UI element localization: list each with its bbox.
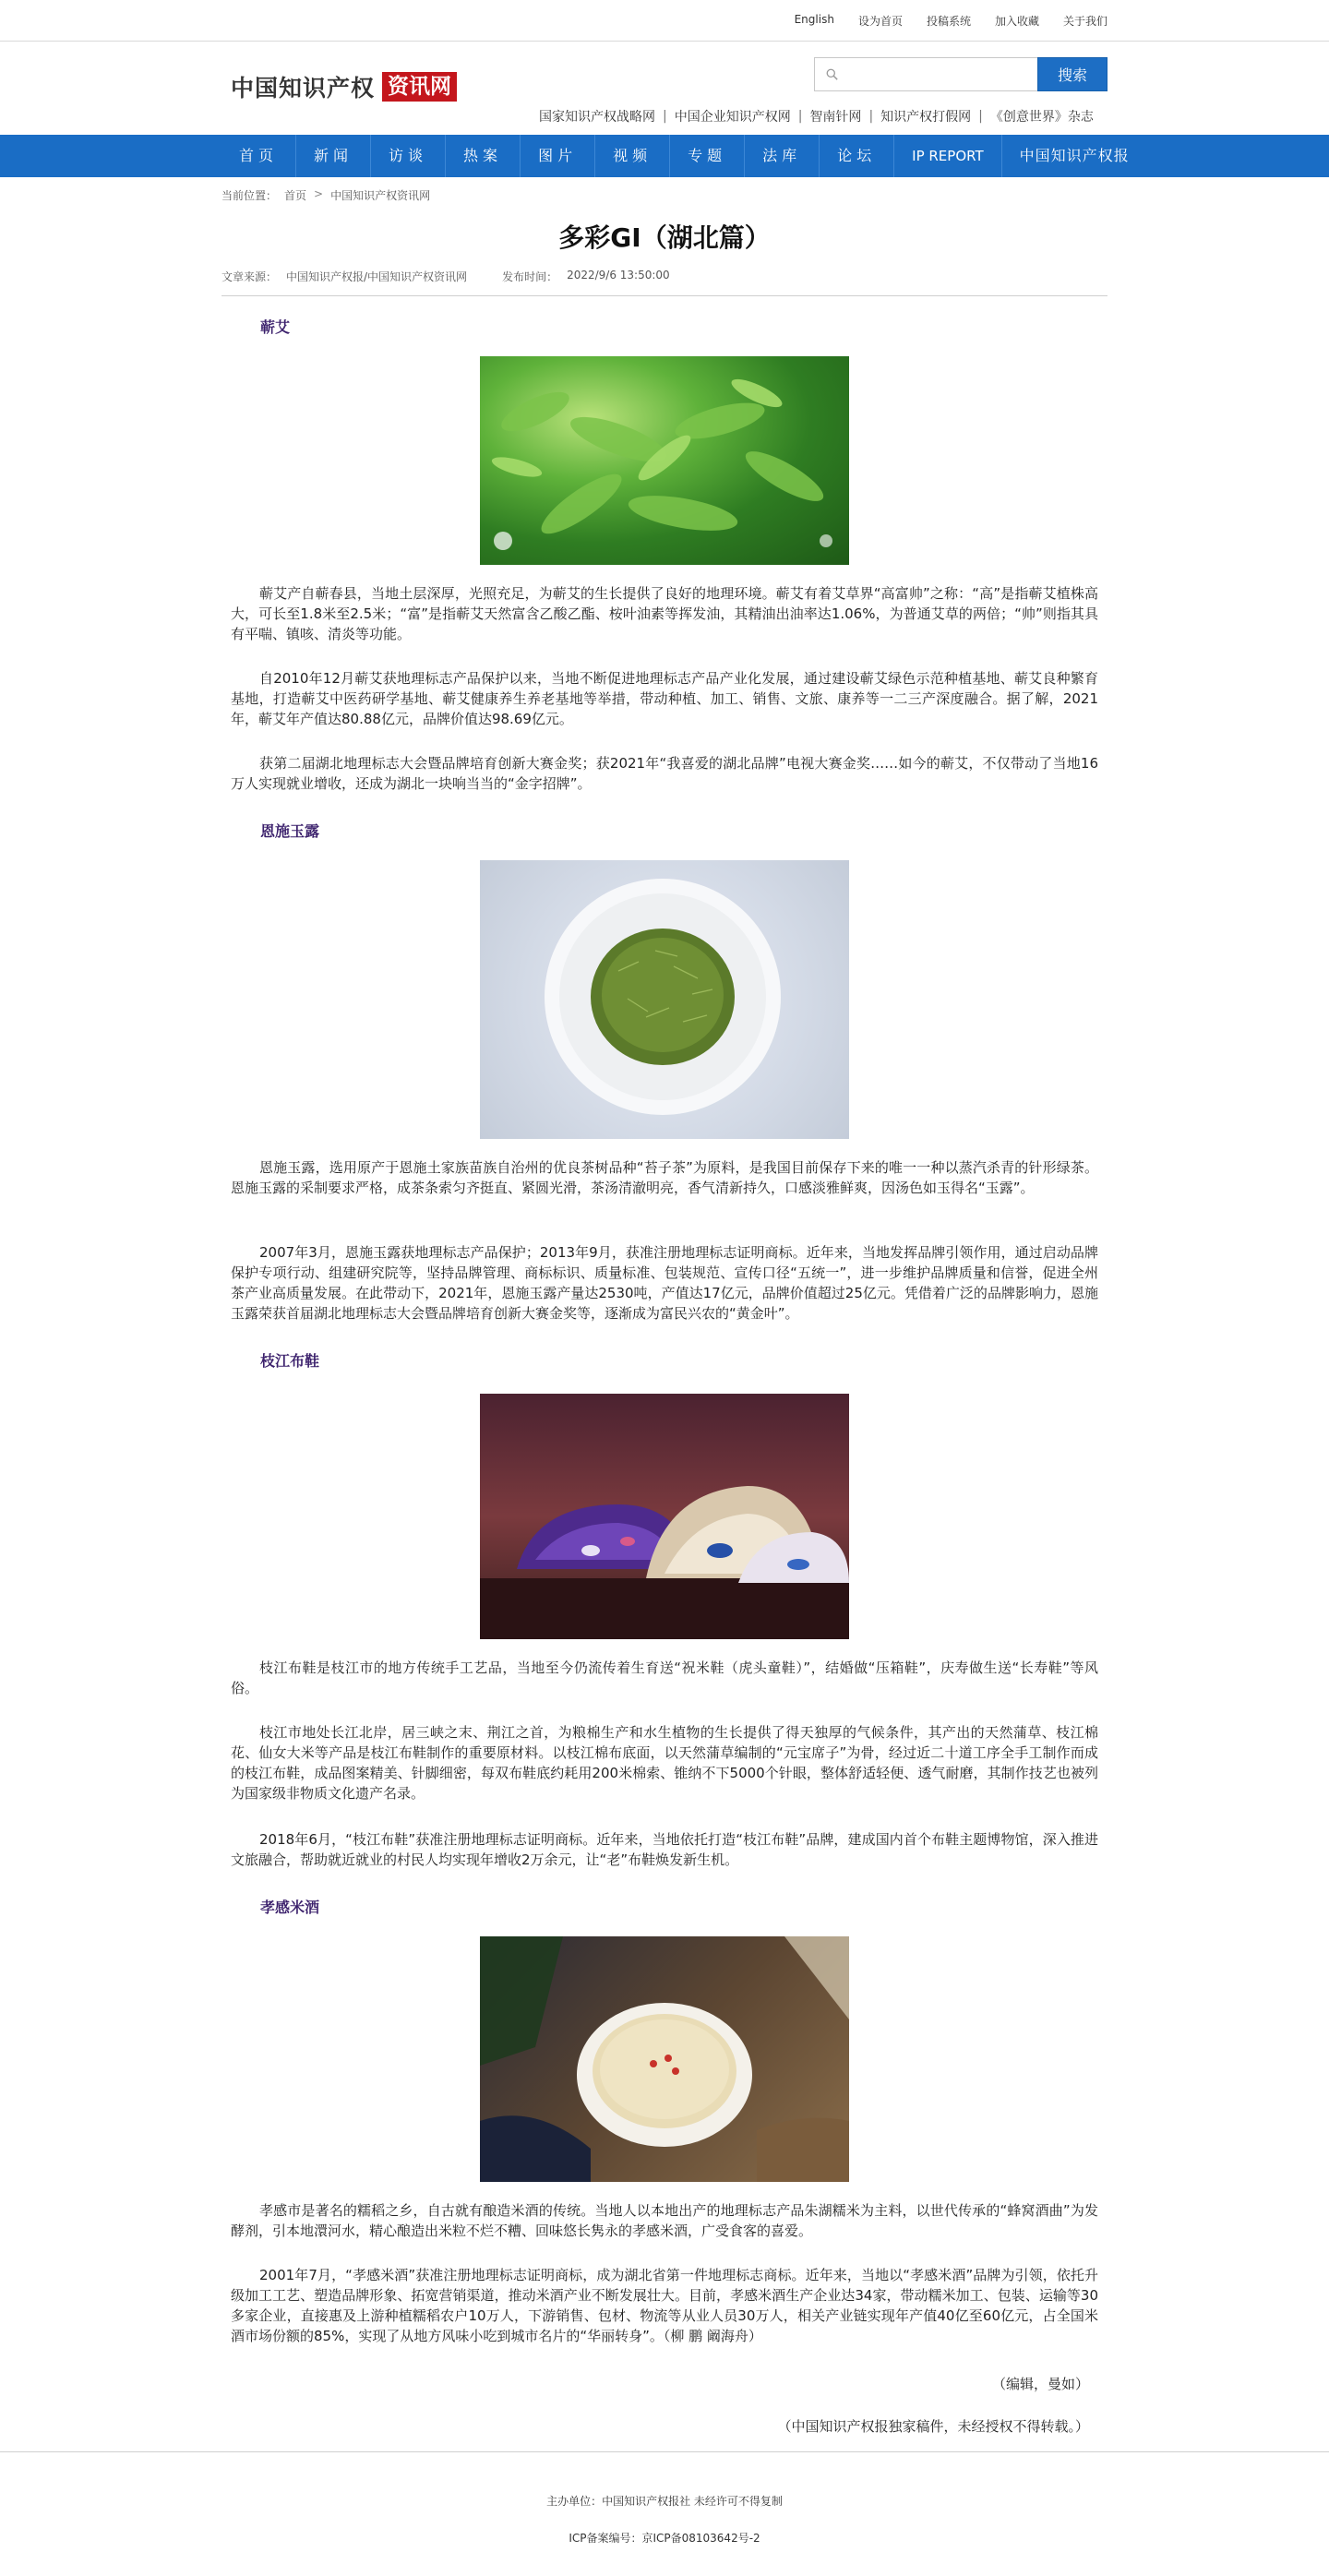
editor-note: （编辑，曼如） <box>991 2376 1089 2392</box>
logo-badge: 资讯网 <box>382 72 457 102</box>
paragraph: 蕲艾产自蕲春县，当地土层深厚，光照充足，为蕲艾的生长提供了良好的地理环境。蕲艾有着艾草界“高富帅”之称：“高”是指蕲艾植株高大，可长至1.8米至2.5米；“富”是指蕲艾天然富含乙酸乙酯、桉叶油素等挥发油，其精油出油率达1.06%，为普通艾草的两倍；“帅”则指其具有平喘、镇咳、清炎等功能。 <box>231 585 1098 642</box>
section-heading: 蕲艾 <box>260 318 291 336</box>
english-link[interactable]: English <box>794 13 834 26</box>
nav-item-ip-report[interactable]: IP REPORT <box>894 135 1001 177</box>
breadcrumb-label: 当前位置： <box>222 189 278 202</box>
partner-link[interactable]: 中国企业知识产权网 <box>674 110 791 125</box>
paragraph: 恩施玉露，选用原产于恩施土家族苗族自治州的优良茶树品种“苔子茶”为原料，是我国目前保存下来的唯一一种以蒸汽杀青的针形绿茶。恩施玉露的采制要求严格，成茶条索匀齐挺直、紧圆光滑，茶汤清澈明亮，香气清新持久，口感淡雅鲜爽，因汤色如玉得名“玉露”。 <box>231 1159 1098 1196</box>
nav-item-videos[interactable]: 视频 <box>595 135 670 177</box>
add-favorite-link[interactable]: 加入收藏 <box>994 15 1039 28</box>
nav-item-hot-cases[interactable]: 热案 <box>446 135 521 177</box>
paragraph: 枝江布鞋是枝江市的地方传统手工艺品，当地至今仍流传着生育送“祝米鞋（虎头童鞋）”，结婚做“压箱鞋”，庆寿做生送“长寿鞋”等风俗。 <box>231 1659 1098 1696</box>
breadcrumb-home[interactable]: 首页 <box>284 189 307 202</box>
partner-link[interactable]: 《创意世界》杂志 <box>989 110 1094 125</box>
site-footer <box>0 2451 1329 2576</box>
tea-image <box>480 860 849 1139</box>
site-header <box>0 42 1329 135</box>
set-homepage-link[interactable]: 设为首页 <box>857 15 903 28</box>
breadcrumb-section[interactable]: 中国知识产权资讯网 <box>330 189 431 202</box>
article-time: 2022/9/6 13:50:00 <box>567 269 670 282</box>
nav-item-forum[interactable]: 论坛 <box>820 135 894 177</box>
paragraph: 孝感市是著名的糯稻之乡，自古就有酿造米酒的传统。当地人以本地出产的地理标志产品朱湖糯米为主料，以世代传承的“蜂窝酒曲”为发酵剂，引本地澴河水，精心酿造出米粒不烂不糟、回味悠长隽永的孝感米酒，广受食客的喜爱。 <box>231 2202 1098 2239</box>
paragraph: 枝江市地处长江北岸，居三峡之末、荆江之首，为粮棉生产和水生植物的生长提供了得天独厚的气候条件，其产出的天然蒲草、枝江棉花、仙女大米等产品是枝江布鞋制作的重要原材料。以枝江棉布底面，以天然蒲草编制的“元宝席子”为骨，经过近二十道工序全手工制作而成的枝江布鞋，成品图案精美、针脚细密，每双布鞋底约耗用200米棉索、锥纳不下5000个针眼，整体舒适轻便、透气耐磨，其制作技艺也被列为国家级非物质文化遗产名录。 <box>231 1724 1098 1802</box>
nav-item-pictures[interactable]: 图片 <box>521 135 595 177</box>
divider: | <box>978 109 983 124</box>
nav-item-interviews[interactable]: 访谈 <box>371 135 446 177</box>
breadcrumb <box>222 187 430 203</box>
top-utility-bar <box>0 0 1329 42</box>
divider: | <box>797 109 803 124</box>
rice-wine-illustration <box>480 1936 849 2182</box>
nav-item-news[interactable]: 新闻 <box>296 135 371 177</box>
article-meta <box>222 269 670 284</box>
site-logo[interactable] <box>231 70 457 103</box>
nav-item-home[interactable]: 首页 <box>222 135 296 177</box>
paragraph: 自2010年12月蕲艾获地理标志产品保护以来，当地不断促进地理标志产品产业化发展，通过建设蕲艾绿色示范种植基地、蕲艾良种繁育基地，打造蕲艾中医药研学基地、蕲艾健康养生养老基地等举措，带动种植、加工、销售、文旅、康养等一二三产深度融合。据了解，2021年，蕲艾年产值达80.88亿元，品牌价值达98.69亿元。 <box>231 670 1098 727</box>
search-input[interactable] <box>815 58 1037 90</box>
nav-item-law-library[interactable]: 法库 <box>745 135 820 177</box>
source-label: 文章来源： <box>222 270 278 283</box>
logo-text: 中国知识产权 <box>231 75 376 102</box>
artemisia-image <box>480 356 849 565</box>
search-button[interactable]: 搜索 <box>1037 57 1108 91</box>
footer-icp: ICP备案编号：京ICP备08103642号-2 <box>569 2532 760 2545</box>
rice-wine-image <box>480 1936 849 2182</box>
submission-system-link[interactable]: 投稿系统 <box>926 15 971 28</box>
divider <box>222 295 1108 296</box>
footer-host: 主办单位：中国知识产权报社 未经许可不得复制 <box>546 2495 783 2508</box>
section-heading: 恩施玉露 <box>260 822 320 840</box>
divider: | <box>868 109 874 124</box>
nav-item-ip-newspaper[interactable]: 中国知识产权报 <box>1019 147 1130 164</box>
article-source: 中国知识产权报/中国知识产权资讯网 <box>286 270 468 283</box>
utility-links <box>795 13 1108 29</box>
main-nav <box>0 135 1329 177</box>
partner-link[interactable]: 国家知识产权战略网 <box>539 110 655 125</box>
time-label: 发布时间： <box>502 270 558 283</box>
tea-illustration <box>480 860 849 1139</box>
paragraph: 获第二届湖北地理标志大会暨品牌培育创新大赛金奖；获2021年“我喜爱的湖北品牌”电视大赛金奖……如今的蕲艾，不仅带动了当地16万人实现就业增收，还成为湖北一块响当当的“金字招牌”。 <box>231 755 1098 792</box>
nav-item-topics[interactable]: 专题 <box>670 135 745 177</box>
paragraph: 2007年3月，恩施玉露获地理标志产品保护；2013年9月，获准注册地理标志证明商标。近年来，当地发挥品牌引领作用，通过启动品牌保护专项行动、组建研究院等，坚持品牌管理、商标标识、质量标准、包装规范、宣传口径“五统一”，进一步维护品牌质量和信誉，促进全州茶产业高质量发展。在此带动下，2021年，恩施玉露产量达2530吨，产值达17亿元，品牌价值超过25亿元。凭借着广泛的品牌影响力，恩施玉露荣获首届湖北地理标志大会暨品牌培育创新大赛金奖等，逐渐成为富民兴农的“黄金叶”。 <box>231 1244 1098 1322</box>
about-us-link[interactable]: 关于我们 <box>1062 15 1108 28</box>
cloth-shoes-image <box>480 1394 849 1639</box>
cloth-shoes-illustration <box>480 1394 849 1639</box>
copyright-note: （中国知识产权报独家稿件，未经授权不得转载。） <box>777 2418 1089 2435</box>
divider: | <box>663 109 667 124</box>
section-heading: 枝江布鞋 <box>260 1352 320 1370</box>
paragraph: 2018年6月，“枝江布鞋”获准注册地理标志证明商标。近年来，当地依托打造“枝江布鞋”品牌，建成国内首个布鞋主题博物馆，深入推进文旅融合，帮助就近就业的村民人均实现年增收2万余元，让“老”布鞋焕发新生机。 <box>231 1831 1098 1868</box>
search-box <box>814 57 1037 91</box>
article-title: 多彩GI（湖北篇） <box>558 222 771 253</box>
paragraph: 2001年7月，“孝感米酒”获准注册地理标志证明商标，成为湖北省第一件地理标志商标。近年来，当地以“孝感米酒”品牌为引领，依托升级加工工艺、塑造品牌形象、拓宽营销渠道，推动米酒产业不断发展壮大。目前，孝感米酒生产企业达34家，带动糯米加工、包装、运输等30多家企业，直接惠及上游种植糯稻农户10万人，下游销售、包材、物流等从业人员30万人，相关产业链实现年产值40亿至60亿元，占全国米酒市场份额的85%，实现了从地方风味小吃到城市名片的“华丽转身”。（柳 鹏 阚海舟） <box>231 2267 1098 2344</box>
section-heading: 孝感米酒 <box>260 1899 320 1916</box>
search-icon <box>826 68 838 80</box>
artemisia-illustration <box>480 356 849 565</box>
partner-link[interactable]: 智南针网 <box>809 110 862 125</box>
partner-link[interactable]: 知识产权打假网 <box>880 110 972 125</box>
partner-links <box>539 107 1094 126</box>
search-bar <box>814 57 1108 91</box>
chevron-right-icon: > <box>314 187 324 200</box>
